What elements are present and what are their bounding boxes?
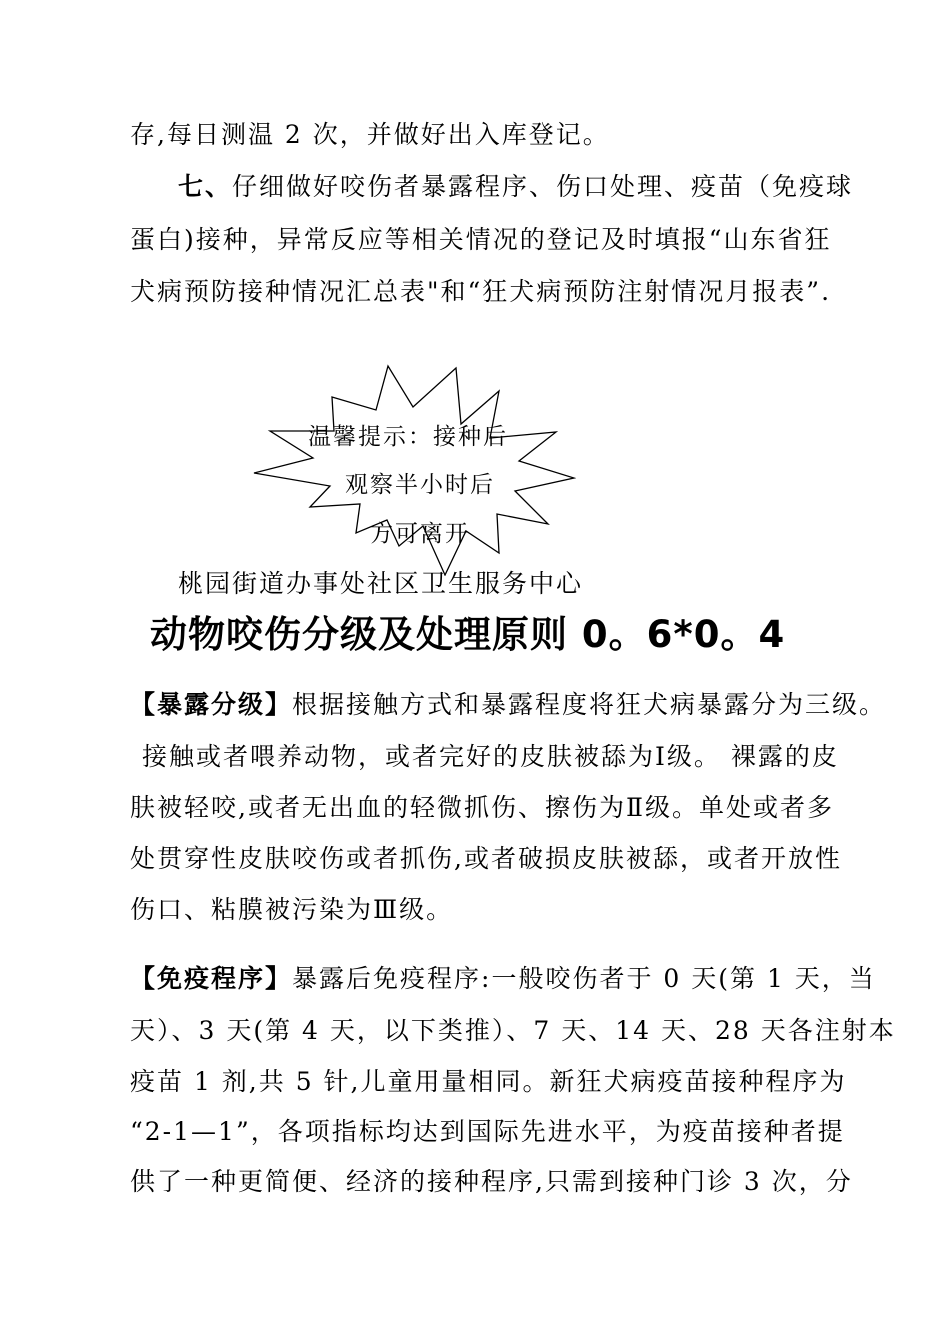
section-text: 暴露后免疫程序:一般咬伤者于 0 天(第 1 天，当 (292, 964, 876, 993)
section-heading: 【免疫程序】 (130, 964, 293, 993)
section-heading: 【暴露分级】 (130, 690, 293, 719)
text-line: 存,每日测温 2 次，并做好出入库登记。 (130, 120, 610, 149)
text-line: 犬病预防接种情况汇总表"和“狂犬病预防注射情况月报表”. (130, 277, 832, 306)
text-line: “2-1—1”，各项指标均达到国际先进水平，为疫苗接种者提 (130, 1117, 845, 1146)
text-line: 供了一种更简便、经济的接种程序,只需到接种门诊 3 次，分 (130, 1167, 853, 1196)
text-line: 疫苗 1 剂,共 5 针,儿童用量相同。新狂犬病疫苗接种程序为 (130, 1067, 847, 1096)
item-number: 七、 (178, 172, 233, 201)
text-line: 接触或者喂养动物，或者完好的皮肤被舔为Ⅰ级。 裸露的皮 (142, 742, 839, 771)
text-line (178, 170, 853, 204)
text-line: 处贯穿性皮肤咬伤或者抓伤,或者破损皮肤被舔，或者开放性 (130, 844, 842, 873)
section-text: 根据接触方式和暴露程度将狂犬病暴露分为三级。 (292, 690, 887, 719)
reminder-line: 观察半小时后 (345, 472, 495, 498)
text-line (130, 688, 886, 722)
reminder-line: 方可离开 (370, 521, 470, 547)
text-line (130, 962, 876, 996)
item-text: 仔细做好咬伤者暴露程序、伤口处理、疫苗（免疫球 (232, 172, 854, 201)
text-line: 天）、3 天(第 4 天，以下类推）、7 天、14 天、28 天各注射本 (130, 1016, 896, 1045)
text-line: 蛋白)接种，异常反应等相关情况的登记及时填报“山东省狂 (130, 225, 832, 254)
document-title: 动物咬伤分级及处理原则 0。6*0。4 (150, 613, 786, 656)
organization-name: 桃园街道办事处社区卫生服务中心 (178, 569, 584, 598)
reminder-line: 温馨提示：接种后 (308, 424, 508, 450)
text-line: 伤口、粘膜被污染为Ⅲ级。 (130, 895, 454, 924)
text-line: 肤被轻咬,或者无出血的轻微抓伤、擦伤为Ⅱ级。单处或者多 (130, 793, 834, 822)
